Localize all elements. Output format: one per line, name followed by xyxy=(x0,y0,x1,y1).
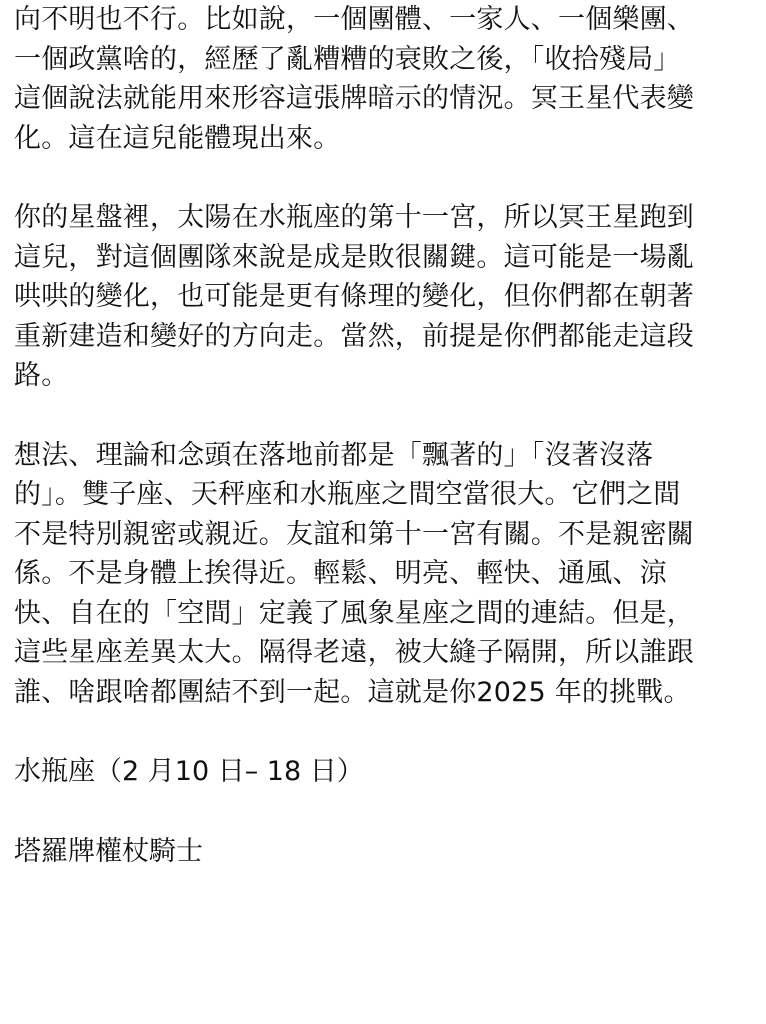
paragraph-gap xyxy=(14,158,756,198)
text-line: 的」。雙子座、天秤座和水瓶座之間空當很大。它們之間 xyxy=(14,479,681,510)
text-line: 一個政黨啥的，經歷了亂糟糟的衰敗之後，「收拾殘局」 xyxy=(14,43,681,75)
text-line: 這兒，對這個團隊來說是成是敗很關鍵。這可能是一場亂 xyxy=(14,241,694,273)
text-line: 這個說法就能用來形容這張牌暗示的情況。冥王星代表變 xyxy=(14,83,694,114)
text-line: 不是特別親密或親近。友誼和第十一宮有關。不是親密關 xyxy=(14,518,694,550)
text-line: 向不明也不行。比如說，一個團體、一家人、一個樂團、 xyxy=(14,4,694,35)
text-line: 誰、啥跟啥都團結不到一起。這就是你2025 年的挑戰。 xyxy=(14,676,691,708)
paragraph-1 xyxy=(14,0,756,158)
sign-heading: 水瓶座（2 月10 日– 18 日） xyxy=(14,756,364,787)
text-line: 路。 xyxy=(14,360,69,391)
text-line: 哄哄的變化，也可能是更有條理的變化，但你們都在朝著 xyxy=(14,281,694,312)
text-line: 化。這在這兒能體現出來。 xyxy=(14,122,341,154)
text-line: 你的星盤裡，太陽在水瓶座的第十一宮，所以冥王星跑到 xyxy=(14,202,694,233)
text-line: 這些星座差異太大。隔得老遠，被大縫子隔開，所以誰跟 xyxy=(14,637,694,668)
text-line: 快、自在的「空間」定義了風象星座之間的連結。但是， xyxy=(14,597,694,629)
paragraph-2 xyxy=(14,198,756,396)
text-line: 想法、理論和念頭在落地前都是「飄著的」「沒著沒落 xyxy=(14,439,654,471)
paragraph-3 xyxy=(14,436,756,713)
paragraph-gap xyxy=(14,396,756,436)
card-heading: 塔羅牌權杖騎士 xyxy=(14,835,203,867)
paragraph-gap xyxy=(14,712,756,752)
text-line: 重新建造和變好的方向走。當然，前提是你們都能走這段 xyxy=(14,320,694,352)
paragraph-gap xyxy=(14,792,756,832)
text-line: 係。不是身體上挨得近。輕鬆、明亮、輕快、通風、涼 xyxy=(14,558,667,589)
article-body xyxy=(14,0,756,871)
